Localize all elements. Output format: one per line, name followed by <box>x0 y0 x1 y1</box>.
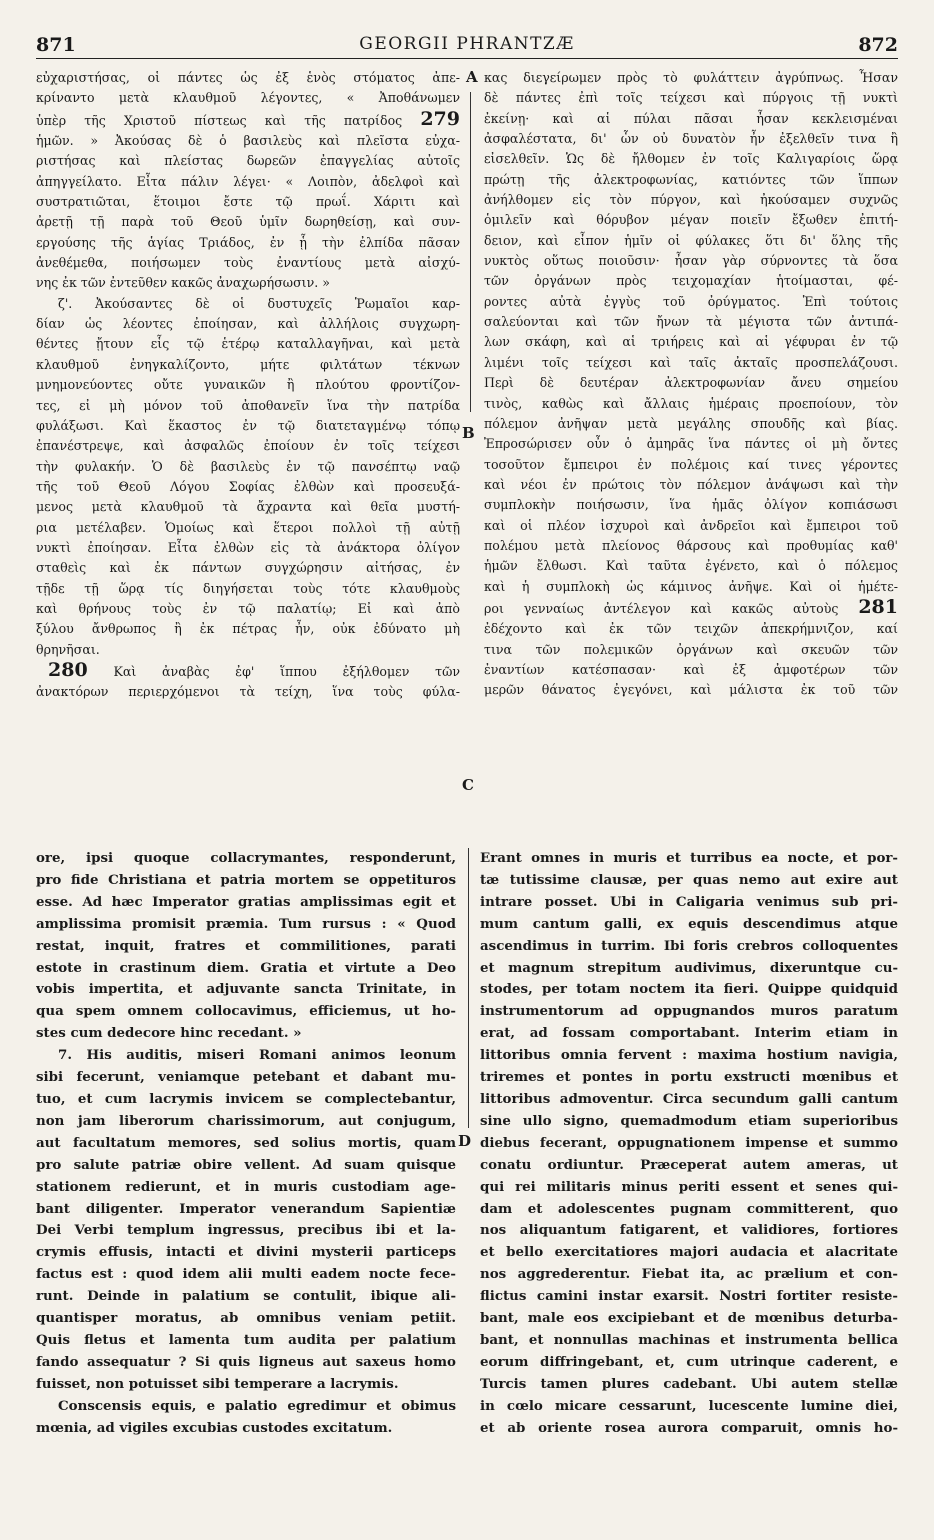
latin-left-line: factus est : quod idem alii multi eadem nocte fece- <box>36 1266 456 1283</box>
greek-right-line: ἐναντίων κατέσπασαν· καὶ ἐξ ἀμφοτέρων τῶν <box>484 661 898 677</box>
latin-right-line: conatu ordiuntur. Præceperat autem ameras, ut <box>480 1156 898 1173</box>
greek-right-line: πρώτῃ τῆς ἀλεκτροφωνίας, κατιόντες τῶν ἵππων <box>484 171 898 187</box>
greek-left-line: ρια μετέλαβεν. Ὁμοίως καὶ ἕτεροι πολλοὶ τῇ αὐτῇ <box>36 519 460 535</box>
latin-left-line: pro salute patriæ obire vellent. Ad suam quisque <box>36 1156 456 1173</box>
latin-right-line: nos aliquantum fatigarent, et validiores, fortiores <box>480 1222 898 1239</box>
latin-right-line: qui rei militaris minus periti essent et senes qui- <box>480 1178 898 1195</box>
section-number-280: 280 <box>48 659 88 681</box>
greek-left-line: θρηνῆσαι. <box>36 641 100 657</box>
greek-left-line: κρίναντο μετὰ κλαυθμοῦ λέγοντες, « Ἀποθάνωμεν <box>36 90 460 106</box>
left-page-number: 871 <box>36 34 76 56</box>
greek-right-line: καὶ νέοι ἐν πρώτοις τὸν πόλεμον ἀνάψωσι καὶ τὴν <box>484 476 898 492</box>
greek-left-line: τῇδε τῇ ὥρᾳ τίς διηγήσεται τοὺς τότε κλαυθμοὺς <box>36 580 460 596</box>
greek-left-line: τὴν φυλακήν. Ὁ δὲ βασιλεὺς ἐν τῷ πανσέπτῳ ναῷ <box>36 458 460 474</box>
greek-left-line: κλαυθμοῦ ἐνηγκαλίζοντο, μήτε φιλτάτων τέκνων <box>36 356 460 372</box>
greek-left-line: ἡμῶν. » Ἀκούσας δὲ ὁ βασιλεὺς καὶ πλεῖστα εὐχα- <box>36 133 460 149</box>
column-rule-upper <box>470 92 471 412</box>
latin-right-line: eorum diffringebant, et, cum utrinque caderent, e <box>480 1353 898 1370</box>
latin-left-line: ore, ipsi quoque collacrymantes, responderunt, <box>36 850 456 866</box>
latin-left-line: stationem redierunt, et in muris custodiam age- <box>36 1178 456 1195</box>
greek-left-line: ξύλου ἄνθρωπος ἢ ἐκ πέτρας ἦν, οὐκ ἐδύνατο μὴ <box>36 621 460 637</box>
latin-left-line: sibi fecerunt, veniamque petebant et dabant mu- <box>36 1069 456 1086</box>
latin-left-line: amplissima promisit præmia. Tum rursus : « Quod <box>36 915 456 932</box>
latin-left-line: crymis effusis, intacti et divini mysterii particeps <box>36 1244 456 1261</box>
greek-right-line: σαλεύονται καὶ τῶν ἤνων τὰ μέγιστα τῶν ἀντιπά- <box>484 314 898 330</box>
latin-right-line: bant, et nonnullas machinas et instrumenta bellica <box>480 1331 898 1348</box>
greek-left-line: νυκτὶ ἐποίησαν. Εἶτα ἐλθὼν εἰς τὰ ἀνάκτορα ὀλίγον <box>36 539 460 555</box>
latin-right-line: littoribus omnia fervent : maxima hostium navigia, <box>480 1047 898 1064</box>
greek-right-line: ἡμῶν ἔλθωσι. Καὶ ταῦτα ἐγένετο, καὶ ὁ πόλεμος <box>484 558 898 574</box>
latin-right-line: et ab oriente rosea aurora comparuit, omnis ho- <box>480 1419 898 1436</box>
greek-right-line: Ἐπροσώρισεν οὖν ὁ ἀμηρᾶς ἵνα πάντες οἱ μὴ ὄντες <box>484 436 898 452</box>
running-head: GEORGII PHRANTZÆ <box>359 34 575 54</box>
greek-right-line: τοσοῦτον ἔμπειροι ἐν πολέμοις καί τινες γέροντες <box>484 456 898 472</box>
latin-column-left <box>36 848 456 1439</box>
latin-right-line: bant, male eos excipiebant et de mœnibus deturba- <box>480 1310 898 1327</box>
latin-column-right <box>480 848 898 1439</box>
greek-left-line: δίαν ὡς λέοντες ἐποίησαν, καὶ ἀλλήλοις συγχωρη- <box>36 316 460 332</box>
margin-letter-a: A <box>466 68 478 86</box>
greek-right-line: μερῶν θάνατος ἐγεγόνει, καὶ μάλιστα ἐκ τοῦ τῶν <box>484 682 898 698</box>
latin-right-line: triremes et pontes in portu exstructi mœnibus et <box>480 1069 898 1086</box>
latin-right-line: nos aggrederentur. Fiebat ita, ac prælium et con- <box>480 1266 898 1283</box>
greek-right-line: ὁμιλεῖν καὶ θόρυβον μέγαν ποιεῖν ἔξωθεν ἐπιτή- <box>484 212 898 228</box>
greek-right-line: δὲ πάντες ἐπὶ τοῖς τείχεσι καὶ πύργοις τῇ νυκτὶ <box>484 90 898 106</box>
greek-left-line: νης ἐκ τῶν ἐντεῦθεν κακῶς ἀναχωρήσωσιν. » <box>36 275 330 291</box>
section-number-279: 279 <box>420 108 460 130</box>
greek-left-line: ὑπὲρ τῆς Χριστοῦ πίστεως καὶ τῆς πατρίδος 279 <box>36 108 460 130</box>
greek-right-line: ἀνήλθομεν εἰς τὸν πύργον, καὶ ἠκούσαμεν συχνῶς <box>484 192 898 208</box>
column-rule-lower <box>468 848 469 1128</box>
right-page-number: 872 <box>858 34 898 56</box>
latin-left-line: aut facultatum memores, sed solius mortis, quam <box>36 1134 456 1151</box>
greek-right-line: εἰσελθεῖν. Ὡς δὲ ἤλθομεν ἐν τοῖς Καλιγαρίοις ὥρᾳ <box>484 151 898 167</box>
latin-right-line: et magnum strepitum audivimus, dixeruntque cu- <box>480 959 898 976</box>
greek-left-line: συστρατιῶται, ἕτοιμοι ἔστε τῷ πρωΐ. Χάριτι καὶ <box>36 194 460 210</box>
latin-left-line: runt. Deinde in palatium se contulit, ibique ali- <box>36 1288 456 1305</box>
greek-column-left <box>36 68 460 703</box>
latin-right-line: tæ tutissime clausæ, per quas nemo aut exire aut <box>480 871 898 888</box>
greek-left-line: ζ'. Ἀκούσαντες δὲ οἱ δυστυχεῖς Ῥωμαῖοι καρ- <box>58 295 460 311</box>
greek-right-line: κας διεγείρωμεν πρὸς τὸ φυλάττειν ἀγρύπνως. Ἦσαν <box>484 70 898 85</box>
greek-left-line: ριστήσας καὶ πλείστας δωρεῶν ἐπαγγελίας αὐτοῖς <box>36 153 460 169</box>
latin-right-line: littoribus admoventur. Circa secundum galli cantum <box>480 1090 898 1107</box>
greek-left-line: εργούσης τῆς ἁγίας Τριάδος, ἐν ᾗ τὴν ἐλπίδα πᾶσαν <box>36 234 460 250</box>
greek-left-line: ἀνεθέμεθα, ποιήσωμεν τοὺς ἐναντίους μετὰ αἰσχύ- <box>36 255 460 271</box>
latin-left-line: vobis impertita, et adjuvante sancta Trinitate, in <box>36 981 456 998</box>
greek-right-line: ἐκείνῃ· καὶ αἱ πύλαι πᾶσαι ἦσαν κεκλεισμέναι <box>484 110 898 126</box>
greek-left-line: φυλάξωσι. Καὶ ἕκαστος ἐν τῷ διατεταγμένῳ τόπῳ <box>36 417 460 433</box>
latin-right-line: in cœlo micare cessarunt, lucescente lumine diei, <box>480 1397 898 1414</box>
greek-right-line: ἀσφαλέστατα, δι' ὧν οὐ δυνατὸν ἦν ἐξελθεῖν τινα ἢ <box>484 131 898 147</box>
latin-right-line: Turcis tamen plures cadebant. Ubi autem stellæ <box>480 1375 898 1392</box>
latin-left-line: restat, inquit, fratres et commilitiones, parati <box>36 937 456 954</box>
latin-left-line: stes cum dedecore hinc recedant. » <box>36 1025 302 1042</box>
latin-left-line: quantisper moratus, ab omnibus veniam petiit. <box>36 1310 456 1327</box>
latin-left-line: Dei Verbi templum ingressus, precibus ibi et la- <box>36 1222 456 1239</box>
greek-left-line: ἀρετῇ τῇ παρὰ τοῦ Θεοῦ ὑμῖν δωρηθείσῃ, καὶ συν- <box>36 214 460 230</box>
greek-left-line: ἀνακτόρων περιερχόμενοι τὰ τείχη, ἵνα τοὺς φύλα- <box>36 684 460 700</box>
greek-right-line: καὶ ἡ συμπλοκὴ ὡς κάμινος ἀνῆψε. Καὶ οἱ ἡμέτε- <box>484 578 898 594</box>
greek-right-line: τῶν ὀργάνων πρὸς τειχομαχίαν ἡτοίμασται, φέ- <box>484 273 898 289</box>
latin-left-line: mœnia, ad vigiles excubias custodes excitatum. <box>36 1419 393 1436</box>
greek-right-line: ροι γενναίως ἀντέλεγον καὶ κακῶς αὐτοὺς 281 <box>484 596 898 618</box>
margin-letter-c: C <box>462 776 474 794</box>
greek-right-line: πολέμου μετὰ πλείονος θάρσους καὶ προθυμίας καθ' <box>484 537 898 553</box>
latin-left-line: fando assequatur ? Si quis ligneus aut saxeus homo <box>36 1353 456 1370</box>
section-number-281: 281 <box>858 596 898 618</box>
margin-letter-d: D <box>458 1132 472 1150</box>
margin-letter-b: B <box>462 424 475 442</box>
latin-right-line: Erant omnes in muris et turribus ea nocte, et por- <box>480 850 898 866</box>
latin-left-line: Conscensis equis, e palatio egredimur et obimus <box>58 1397 456 1414</box>
greek-left-line: 280 Καὶ ἀναβὰς ἐφ' ἵππου ἐξήλθομεν τῶν <box>48 659 460 681</box>
greek-right-line: Περὶ δὲ δευτέραν ἀλεκτροφωνίαν ἄνευ σημείου <box>484 375 898 391</box>
greek-left-line: μνημονεύοντες οὔτε γυναικῶν ἢ πλούτου φροντίζον- <box>36 377 460 393</box>
latin-left-line: fuisset, non potuisset sibi temperare a lacrymis. <box>36 1375 399 1392</box>
latin-left-line: esse. Ad hæc Imperator gratias amplissimas egit et <box>36 893 456 910</box>
greek-left-line: τες, εἰ μὴ μόνον τοῦ ἀποθανεῖν ἵνα τὴν πατρίδα <box>36 397 460 413</box>
latin-right-line: mum cantum galli, ex equis descendimus atque <box>480 915 898 932</box>
greek-right-line: ἐδέχοντο καὶ ἐκ τῶν τειχῶν ἀπεκρήμνιζον, καί <box>484 621 898 637</box>
latin-left-line: bant diligenter. Imperator venerandum Sapientiæ <box>36 1200 456 1217</box>
greek-right-line: πόλεμον ἀνῆψαν μετὰ μεγάλης σπουδῆς καὶ βίας. <box>484 415 898 431</box>
latin-left-line: 7. His auditis, miseri Romani animos leonum <box>58 1047 456 1064</box>
greek-right-line: λιμένι τοῖς τείχεσι καὶ ταῖς ἀκταῖς προσπελάζουσι. <box>484 354 898 370</box>
greek-left-line: ἐπανέστρεψε, καὶ ἀσφαλῶς ἐποίουν ἐν τοῖς τείχεσι <box>36 438 460 454</box>
greek-left-line: καὶ θρήνους τοὺς ἐν τῷ παλατίῳ; Εἰ καὶ ἀπὸ <box>36 600 460 616</box>
greek-right-line: συμπλοκὴν ποιήσωσιν, ἵνα ἡμᾶς ὀλίγον κοπιάσωσι <box>484 497 898 513</box>
latin-left-line: qua spem omnem collocavimus, efficiemus, ut ho- <box>36 1003 456 1020</box>
latin-left-line: Quis fletus et lamenta tum audita per palatium <box>36 1331 456 1348</box>
greek-column-right <box>484 68 898 701</box>
page-header <box>36 34 898 59</box>
greek-left-line: τῆς τοῦ Θεοῦ Λόγου Σοφίας ἐλθὼν καὶ προσευξά- <box>36 478 460 494</box>
latin-right-line: stodes, per totam noctem ita fieri. Quippe quidquid <box>480 981 898 998</box>
latin-left-line: non jam liberorum charissimorum, aut conjugum, <box>36 1112 456 1129</box>
latin-left-line: pro fide Christiana et patria mortem se oppetituros <box>36 871 456 888</box>
latin-right-line: intrare posset. Ubi in Caligaria venimus sub pri- <box>480 893 898 910</box>
greek-left-line: σταθεὶς καὶ ἐκ πάντων συγχώρησιν αἰτήσας, ἐν <box>36 560 460 576</box>
greek-right-line: καὶ οἱ πλέον ἰσχυροὶ καὶ ἀνδρεῖοι καὶ ἔμπειροι τοῦ <box>484 517 898 533</box>
latin-right-line: dam et adolescentes pugnam committerent, quo <box>480 1200 898 1217</box>
greek-right-line: τινα τῶν πολεμικῶν ὀργάνων καὶ σκευῶν τῶν <box>484 641 898 657</box>
greek-right-line: τινὸς, καθὼς καὶ ἄλλαις ἡμέραις προεποίουν, τὸν <box>484 395 898 411</box>
latin-right-line: erat, ad fossam comportabant. Interim etiam in <box>480 1025 898 1042</box>
greek-right-line: λων σκάφη, καὶ αἱ τριήρεις καὶ αἱ γέφυραι ἐν τῷ <box>484 334 898 350</box>
greek-left-line: μενος μετὰ κλαυθμοῦ τὰ ἄχραντα καὶ θεῖα μυστή- <box>36 499 460 515</box>
latin-right-line: instrumentorum ad oppugnandos muros paratum <box>480 1003 898 1020</box>
greek-left-line: ἀπηγγείλατο. Εἶτα πάλιν λέγει· « Λοιπὸν, ἀδελφοὶ καὶ <box>36 173 460 189</box>
latin-left-line: tuo, et cum lacrymis invicem se complectebantur, <box>36 1090 456 1107</box>
latin-right-line: et bello exercitatiores majori audacia et alacritate <box>480 1244 898 1261</box>
latin-right-line: ascendimus in turrim. Ibi foris crebros colloquentes <box>480 937 898 954</box>
latin-right-line: flictus camini instar exarsit. Nostri fortiter resiste- <box>480 1288 898 1305</box>
latin-left-line: estote in crastinum diem. Gratia et virtute a Deo <box>36 959 456 976</box>
greek-left-line: θέντες ᾔτουν εἷς τῷ ἑτέρῳ καταλλαγῆναι, καὶ μετὰ <box>36 336 460 352</box>
greek-right-line: νυκτὸς οὕτως ποιοῦσιν· ἦσαν γὰρ σύρνοντες τὰ ὅσα <box>484 253 898 269</box>
greek-right-line: δειον, καὶ εἶπον ἡμῖν οἱ φύλακες ὅτι δι' ὅλης τῆς <box>484 232 898 248</box>
greek-right-line: ροντες αὐτὰ ἐγγὺς τοῦ ὀρύγματος. Ἐπὶ τούτοις <box>484 293 898 309</box>
latin-right-line: sine ullo signo, quemadmodum etiam superioribus <box>480 1112 898 1129</box>
latin-right-line: diebus fecerant, oppugnationem impense et summo <box>480 1134 898 1151</box>
greek-left-line: εὐχαριστήσας, οἱ πάντες ὡς ἐξ ἑνὸς στόματος ἀπε- <box>36 70 460 85</box>
